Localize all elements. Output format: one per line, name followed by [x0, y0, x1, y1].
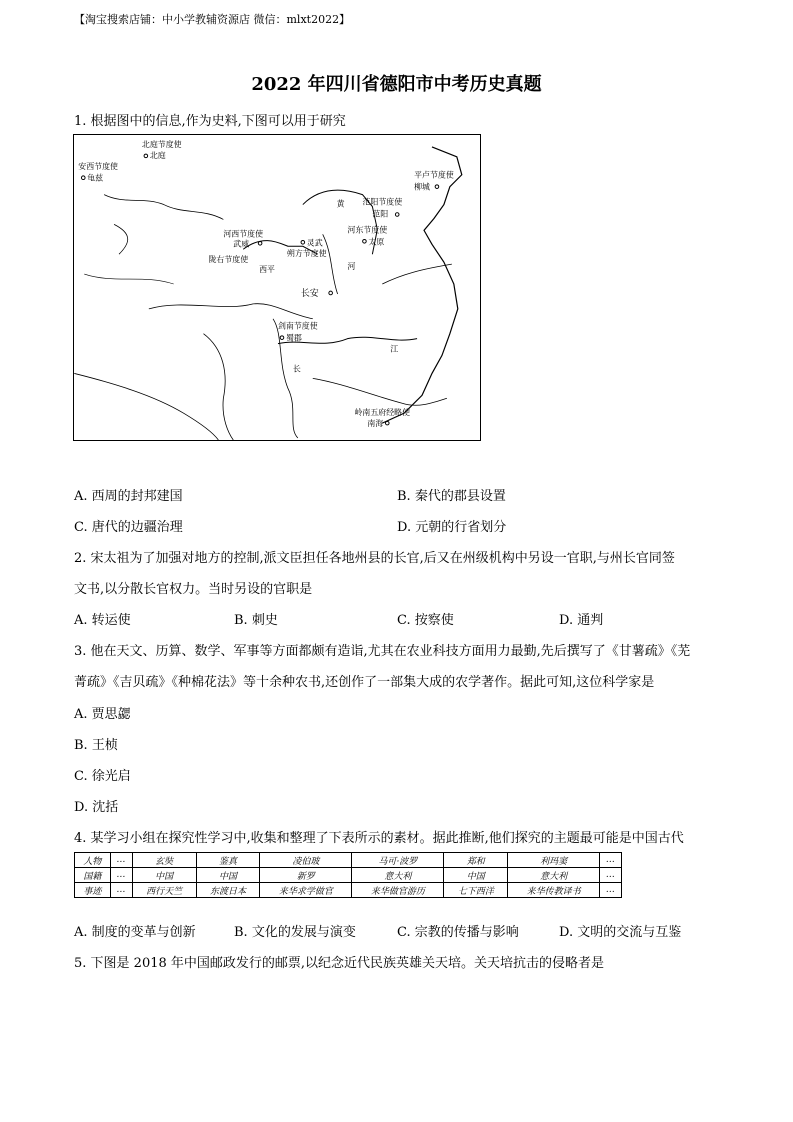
q1-stem: 1. 根据图中的信息,作为史料,下图可以用于研究 [74, 114, 346, 129]
q4-option-b[interactable]: B. 文化的发展与演变 [234, 925, 356, 940]
table-cell: 意大利 [508, 868, 600, 883]
table-cell: 鉴真 [196, 853, 260, 868]
map-label-lingwu: 灵武 [306, 238, 323, 248]
table-cell: … [110, 883, 132, 898]
table-cell: 七下西洋 [444, 883, 508, 898]
map-label-beiting-city: 北庭 [149, 150, 166, 160]
table-cell: … [110, 868, 132, 883]
table-cell: … [600, 868, 622, 883]
map-label-xiping: 西平 [259, 265, 275, 275]
tang-jiedushi-map [73, 134, 481, 441]
header-note: 【淘宝搜索店铺：中小学教辅资源店 微信：mlxt2022】 [74, 13, 351, 26]
q2-stem-line1: 2. 宋太祖为了加强对地方的控制,派文臣担任各地州县的长官,后又在州级机构中另设一官职,与州长官同签 [74, 551, 675, 566]
table-cell: 新罗 [260, 868, 352, 883]
map-label-beiting: 北庭节度使 [141, 139, 182, 149]
table-cell: 来华求学做官 [260, 883, 352, 898]
q4-option-d[interactable]: D. 文明的交流与互鉴 [559, 925, 682, 940]
table-cell: 来华传教译书 [508, 883, 600, 898]
q3-option-a[interactable]: A. 贾思勰 [74, 707, 131, 722]
q2-option-b[interactable]: B. 刺史 [234, 613, 278, 628]
table-row [75, 853, 622, 868]
table-cell: 郑和 [444, 853, 508, 868]
q4-source-table [74, 852, 622, 898]
map-label-jiannan: 剑南节度使 [277, 321, 318, 331]
q2-option-c[interactable]: C. 按察使 [397, 613, 454, 628]
q3-stem-line2: 菁疏》《吉贝疏》《种棉花法》等十余种农书,还创作了一部集大成的农学著作。据此可知,这位科学家是 [74, 675, 655, 690]
table-cell: 马可·波罗 [352, 853, 444, 868]
table-row [75, 868, 622, 883]
q3-option-d[interactable]: D. 沈括 [74, 800, 119, 815]
table-cell: … [600, 853, 622, 868]
map-label-hedong-city: 太原 [368, 237, 385, 247]
q2-stem-line2: 文书,以分散长官权力。当时另设的官职是 [74, 582, 313, 597]
map-label-lingnan-city: 南海 [367, 419, 384, 429]
q3-option-b[interactable]: B. 王桢 [74, 738, 118, 753]
map-label-river-he: 河 [347, 262, 356, 272]
table-cell: 来华做官游历 [352, 883, 444, 898]
map-label-river-huang: 黄 [336, 199, 345, 209]
map-label-anxi: 安西节度使 [78, 161, 118, 171]
q4-stem: 4. 某学习小组在探究性学习中,收集和整理了下表所示的素材。据此推断,他们探究的主题最可能是中国古代 [74, 831, 684, 846]
map-label-fanyang-city: 范阳 [372, 209, 389, 219]
map-label-changan: 长安 [300, 288, 319, 299]
map-label-lingnan: 岭南五府经略使 [354, 408, 411, 418]
map-label-river-chang: 长 [292, 364, 301, 374]
table-cell: 中国 [196, 868, 260, 883]
table-cell: 东渡日本 [196, 883, 260, 898]
q1-option-a[interactable]: A. 西周的封邦建国 [74, 489, 183, 504]
map-label-anxi-city: 龟兹 [87, 173, 104, 183]
map-label-hedong: 河东节度使 [347, 225, 388, 235]
table-cell: 人物 [75, 853, 111, 868]
q4-option-c[interactable]: C. 宗教的传播与影响 [397, 925, 519, 940]
map-label-river-jiang: 江 [390, 344, 399, 354]
q3-stem-line1: 3. 他在天文、历算、数学、军事等方面都颇有造诣,尤其在农业科技方面用力最勤,先后撰写了《甘薯疏》《芜 [74, 644, 691, 659]
table-cell: 玄奘 [132, 853, 196, 868]
map-label-hexi: 河西节度使 [223, 229, 264, 239]
q1-option-d[interactable]: D. 元朝的行省划分 [397, 520, 507, 535]
page-title: 2022 年四川省德阳市中考历史真题 [251, 74, 542, 95]
table-cell: 西行天竺 [132, 883, 196, 898]
map-label-pinglu-city: 柳城 [414, 182, 430, 192]
table-cell: … [600, 883, 622, 898]
table-cell: 利玛窦 [508, 853, 600, 868]
table-cell: 事迹 [75, 883, 111, 898]
map-label-pinglu: 平卢节度使 [414, 170, 454, 180]
table-cell: 凌伯玻 [260, 853, 352, 868]
map-label-shuofang: 朔方节度使 [286, 249, 327, 259]
q5-stem: 5. 下图是 2018 年中国邮政发行的邮票,以纪念近代民族英雄关天培。关天培抗击的侵略者是 [74, 956, 605, 971]
table-cell: 中国 [444, 868, 508, 883]
q2-option-d[interactable]: D. 通判 [559, 613, 604, 628]
q3-option-c[interactable]: C. 徐光启 [74, 769, 131, 784]
map-label-jiannan-city: 蜀郡 [285, 333, 302, 343]
map-label-longyou: 陇右节度使 [208, 255, 249, 265]
q4-option-a[interactable]: A. 制度的变革与创新 [74, 925, 196, 940]
table-row [75, 883, 622, 898]
map-label-fanyang: 范阳节度使 [362, 197, 403, 207]
table-cell: 意大利 [352, 868, 444, 883]
q1-option-c[interactable]: C. 唐代的边疆治理 [74, 520, 183, 535]
table-cell: … [110, 853, 132, 868]
map-label-hexi-city: 武威 [233, 239, 250, 249]
table-cell: 中国 [132, 868, 196, 883]
q2-option-a[interactable]: A. 转运使 [74, 613, 131, 628]
q1-option-b[interactable]: B. 秦代的郡县设置 [397, 489, 506, 504]
table-cell: 国籍 [75, 868, 111, 883]
